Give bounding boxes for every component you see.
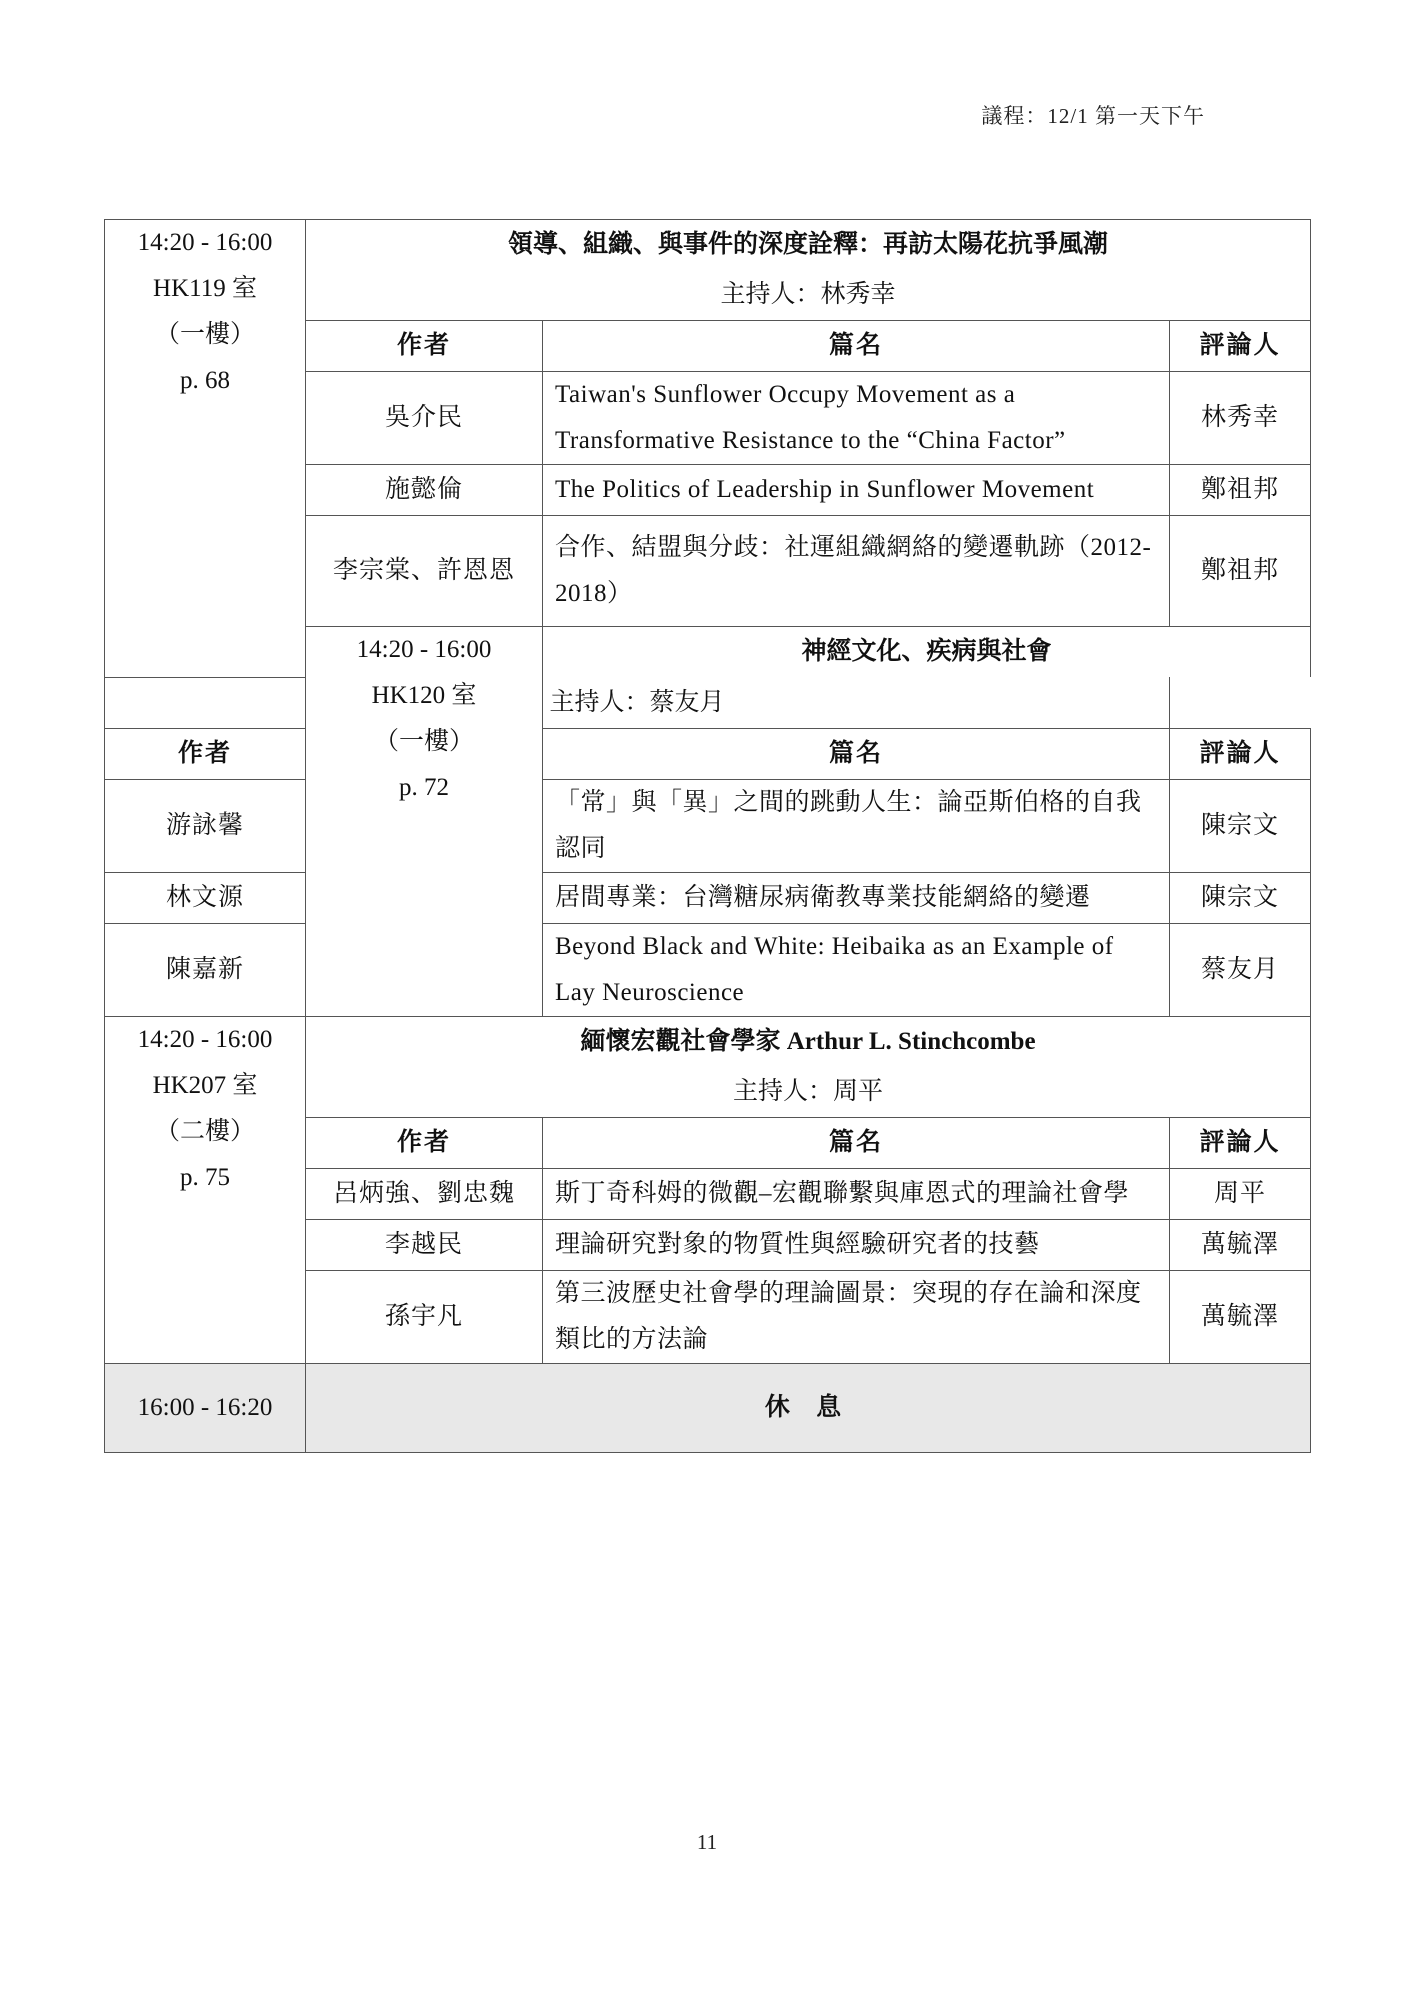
paper-reviewer: 蔡友月 xyxy=(1170,923,1311,1016)
session-title: 領導、組織、與事件的深度詮釋：再訪太陽花抗爭風潮 xyxy=(306,220,1311,271)
reviewer-column-header: 評論人 xyxy=(1170,728,1311,779)
page-number: 11 xyxy=(696,1830,718,1854)
paper-reviewer: 林秀幸 xyxy=(1170,372,1311,465)
reviewer-column-header: 評論人 xyxy=(1170,1117,1311,1168)
break-label: 休 息 xyxy=(306,1363,1311,1452)
session-title: 神經文化、疾病與社會 xyxy=(543,627,1311,678)
paper-title: 「常」與「異」之間的跳動人生：論亞斯伯格的自我認同 xyxy=(543,779,1170,872)
session-title-row xyxy=(105,220,1311,271)
paper-reviewer: 萬毓澤 xyxy=(1170,1270,1311,1363)
paper-title: The Politics of Leadership in Sunflower Movement xyxy=(543,465,1170,516)
paper-row xyxy=(105,923,1311,1016)
paper-author: 游詠馨 xyxy=(105,779,306,872)
paper-title: 理論研究對象的物質性與經驗研究者的技藝 xyxy=(543,1219,1170,1270)
title-column-header: 篇名 xyxy=(543,728,1170,779)
paper-title: 斯丁奇科姆的微觀–宏觀聯繫與庫恩式的理論社會學 xyxy=(543,1168,1170,1219)
session-floor: （一樓） xyxy=(373,728,474,755)
title-column-header: 篇名 xyxy=(543,1117,1170,1168)
paper-author: 孫宇凡 xyxy=(306,1270,543,1363)
break-row xyxy=(105,1363,1311,1452)
session-room: HK120 室 xyxy=(371,682,477,709)
author-column-header: 作者 xyxy=(306,1117,543,1168)
paper-row xyxy=(105,872,1311,923)
paper-reviewer: 陳宗文 xyxy=(1170,872,1311,923)
session-floor: （二樓） xyxy=(154,1117,255,1145)
paper-title: 居間專業：台灣糖尿病衛教專業技能網絡的變遷 xyxy=(543,872,1170,923)
paper-author: 吳介民 xyxy=(306,372,543,465)
session-time: 14:20 - 16:00 xyxy=(356,636,492,663)
paper-author: 林文源 xyxy=(105,872,306,923)
paper-author: 呂炳強、劉忠魏 xyxy=(306,1168,543,1219)
paper-reviewer: 陳宗文 xyxy=(1170,779,1311,872)
paper-reviewer: 鄭祖邦 xyxy=(1170,516,1311,627)
paper-title: Beyond Black and White: Heibaika as an Example of Lay Neuroscience xyxy=(543,923,1170,1016)
break-time: 16:00 - 16:20 xyxy=(105,1363,306,1452)
paper-title: 合作、結盟與分歧：社運組織網絡的變遷軌跡（2012-2018） xyxy=(543,516,1170,627)
paper-reviewer: 鄭祖邦 xyxy=(1170,465,1311,516)
session-time: 14:20 - 16:00 xyxy=(137,229,273,256)
session-info xyxy=(105,1016,306,1363)
reviewer-column-header: 評論人 xyxy=(1170,321,1311,372)
session-info xyxy=(105,220,306,678)
author-column-header: 作者 xyxy=(105,728,306,779)
paper-title: Taiwan's Sunflower Occupy Movement as a Transformative Resistance to the “China Factor” xyxy=(543,372,1170,465)
session-room: HK119 室 xyxy=(153,275,257,302)
session-title-row xyxy=(105,1016,1311,1067)
column-header-row xyxy=(105,728,1311,779)
author-column-header: 作者 xyxy=(306,321,543,372)
session-time: 14:20 - 16:00 xyxy=(137,1025,273,1053)
paper-reviewer: 萬毓澤 xyxy=(1170,1219,1311,1270)
paper-author: 陳嘉新 xyxy=(105,923,306,1016)
paper-author: 施懿倫 xyxy=(306,465,543,516)
paper-reviewer: 周平 xyxy=(1170,1168,1311,1219)
session-floor: （一樓） xyxy=(154,321,255,348)
session-page: p. 75 xyxy=(180,1163,230,1191)
session-page: p. 68 xyxy=(180,367,230,394)
paper-author: 李宗棠、許恩恩 xyxy=(306,516,543,627)
session-moderator: 主持人：蔡友月 xyxy=(105,677,1170,728)
paper-title: 第三波歷史社會學的理論圖景：突現的存在論和深度類比的方法論 xyxy=(543,1270,1170,1363)
session-room: HK207 室 xyxy=(152,1071,258,1099)
paper-author: 李越民 xyxy=(306,1219,543,1270)
session-title: 緬懷宏觀社會學家 Arthur L. Stinchcombe xyxy=(306,1016,1311,1067)
session-moderator: 主持人：林秀幸 xyxy=(306,270,1311,321)
paper-row xyxy=(105,779,1311,872)
page-header: 議程：12/1 第一天下午 xyxy=(981,104,1205,128)
title-column-header: 篇名 xyxy=(543,321,1170,372)
session-moderator: 主持人：周平 xyxy=(306,1067,1311,1118)
agenda-table xyxy=(104,219,1311,1453)
session-page: p. 72 xyxy=(399,774,449,801)
